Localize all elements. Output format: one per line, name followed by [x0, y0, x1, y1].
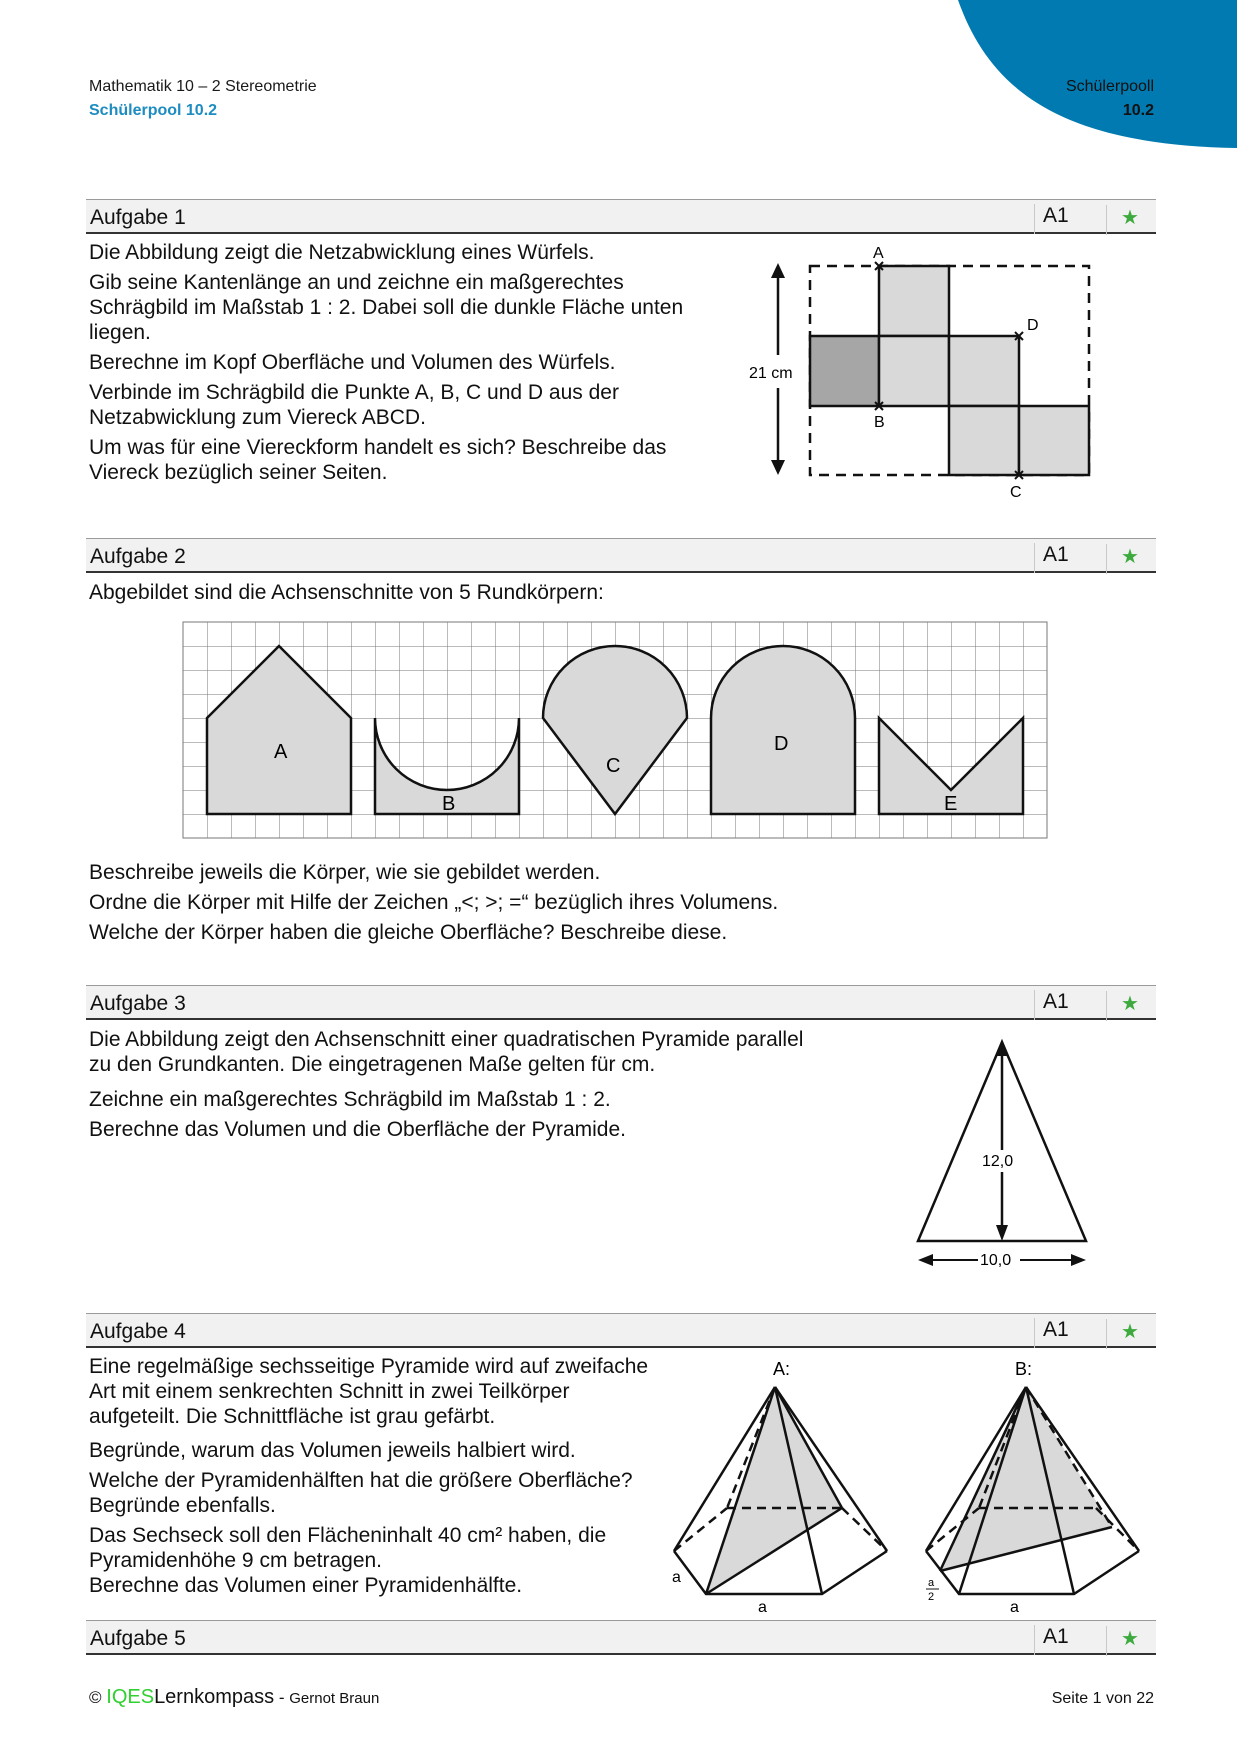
footer-author: Gernot Braun: [289, 1690, 380, 1707]
body-label-c: C: [606, 755, 621, 777]
point-label-c: C: [1010, 484, 1022, 501]
brand-iqes: IQES: [106, 1686, 155, 1708]
task-title: Aufgabe 5: [90, 1627, 186, 1650]
paragraph: Eine regelmäßige sechsseitige Pyramide wird auf zweifache Art mit einem senkrechten Schnitt in zwei Teilkörper aufgeteilt. Die Schnittfläche ist grau gefärbt.: [89, 1355, 649, 1428]
pyramid-b: [926, 1359, 1139, 1615]
page-number: Seite 1 von 22: [1051, 1690, 1154, 1707]
point-label-b: B: [874, 414, 885, 431]
brand-lernkompass: Lernkompass: [154, 1686, 275, 1708]
edge-label: a: [1010, 1599, 1019, 1615]
header-right-number: 10.2: [1122, 102, 1154, 119]
paragraph: Berechne im Kopf Oberfläche und Volumen des Würfels.: [89, 351, 616, 374]
body-label-b: B: [442, 793, 456, 815]
point-label-a: A: [873, 245, 884, 262]
paragraph: Gib seine Kantenlänge an und zeichne ein maßgerechtes Schrägbild im Maßstab 1 : 2. Dabei soll die dunkle Fläche unten liegen.: [89, 271, 684, 344]
task-3-header: [86, 985, 1156, 1020]
half-edge-denominator: 2: [928, 1591, 935, 1603]
task-4-header: [86, 1313, 1156, 1348]
pyramid-a: [672, 1359, 887, 1615]
base-label: 10,0: [980, 1252, 1012, 1269]
paragraph: Beschreibe jeweils die Körper, wie sie gebildet werden.: [89, 861, 601, 884]
height-label: 12,0: [982, 1153, 1014, 1170]
paragraph: Verbinde im Schrägbild die Punkte A, B, C und D aus der Netzabwicklung zum Viereck ABCD.: [89, 381, 619, 429]
cube-net-figure: [0, 0, 1240, 520]
task-title: Aufgabe 1: [90, 206, 186, 229]
hexagonal-pyramids-figure: [660, 1350, 1160, 1615]
task-level: A1: [1034, 1318, 1069, 1348]
header-right-label: Schülerpooll: [1065, 78, 1154, 95]
paragraph: Zeichne ein maßgerechtes Schrägbild im Maßstab 1 : 2.: [89, 1088, 611, 1111]
pyramid-a-label: A:: [773, 1359, 791, 1379]
paragraph: Welche der Körper haben die gleiche Oberfläche? Beschreibe diese.: [89, 921, 728, 944]
rotation-bodies-figure: [0, 600, 1240, 850]
star-icon: ★: [1106, 205, 1139, 235]
edge-label: a: [672, 1569, 681, 1586]
paragraph: Um was für eine Viereckform handelt es sich? Beschreibe das Viereck bezüglich seiner Seiten.: [89, 436, 667, 484]
paragraph: Berechne das Volumen einer Pyramidenhälfte.: [89, 1574, 523, 1597]
star-icon: ★: [1106, 991, 1139, 1021]
paragraph: Ordne die Körper mit Hilfe der Zeichen „<; >; =“ bezüglich ihres Volumens.: [89, 891, 779, 914]
task-2-header: [86, 538, 1156, 573]
task-5-header: [86, 1620, 1156, 1655]
header-subject: Mathematik 10 – 2 Stereometrie: [89, 78, 317, 95]
paragraph: Das Sechseck soll den Flächeninhalt 40 cm² haben, die Pyramidenhöhe 9 cm betragen.: [89, 1524, 607, 1572]
half-edge-numerator: a: [928, 1577, 935, 1589]
paragraph: Die Abbildung zeigt den Achsenschnitt einer quadratischen Pyramide parallel zu den Grundkanten. Die eingetragenen Maße gelten für cm.: [89, 1028, 804, 1076]
footer-copyright: [89, 1686, 379, 1709]
dimension-label: 21 cm: [749, 365, 793, 382]
star-icon: ★: [1106, 1319, 1139, 1349]
paragraph: Welche der Pyramidenhälften hat die größere Oberfläche? Begründe ebenfalls.: [89, 1469, 633, 1517]
task-4-text: [89, 1354, 649, 1603]
task-2-intro: Abgebildet sind die Achsenschnitte von 5 Rundkörpern:: [89, 581, 604, 604]
star-icon: ★: [1106, 544, 1139, 574]
paragraph: Die Abbildung zeigt die Netzabwicklung eines Würfels.: [89, 241, 595, 264]
star-icon: ★: [1106, 1626, 1139, 1656]
copyright-icon: ©: [89, 1688, 102, 1707]
task-3-text: [89, 1027, 809, 1147]
task-title: Aufgabe 3: [90, 992, 186, 1015]
paragraph: Begründe, warum das Volumen jeweils halbiert wird.: [89, 1439, 576, 1462]
task-title: Aufgabe 4: [90, 1320, 186, 1343]
footer-separator: -: [274, 1688, 290, 1707]
paragraph: Berechne das Volumen und die Oberfläche der Pyramide.: [89, 1118, 626, 1141]
task-level: A1: [1034, 204, 1069, 234]
task-2-text: [89, 860, 778, 950]
task-title: Aufgabe 2: [90, 545, 186, 568]
body-label-d: D: [774, 733, 789, 755]
body-label-e: E: [944, 793, 958, 815]
edge-label: a: [758, 1599, 767, 1615]
body-label-a: A: [274, 741, 288, 763]
task-level: A1: [1034, 1625, 1069, 1655]
header-pool: Schülerpool 10.2: [89, 102, 218, 119]
pyramid-b-label: B:: [1015, 1359, 1033, 1379]
task-level: A1: [1034, 990, 1069, 1020]
task-level: A1: [1034, 543, 1069, 573]
point-label-d: D: [1027, 317, 1039, 334]
pyramid-cross-section-figure: [880, 1020, 1120, 1280]
